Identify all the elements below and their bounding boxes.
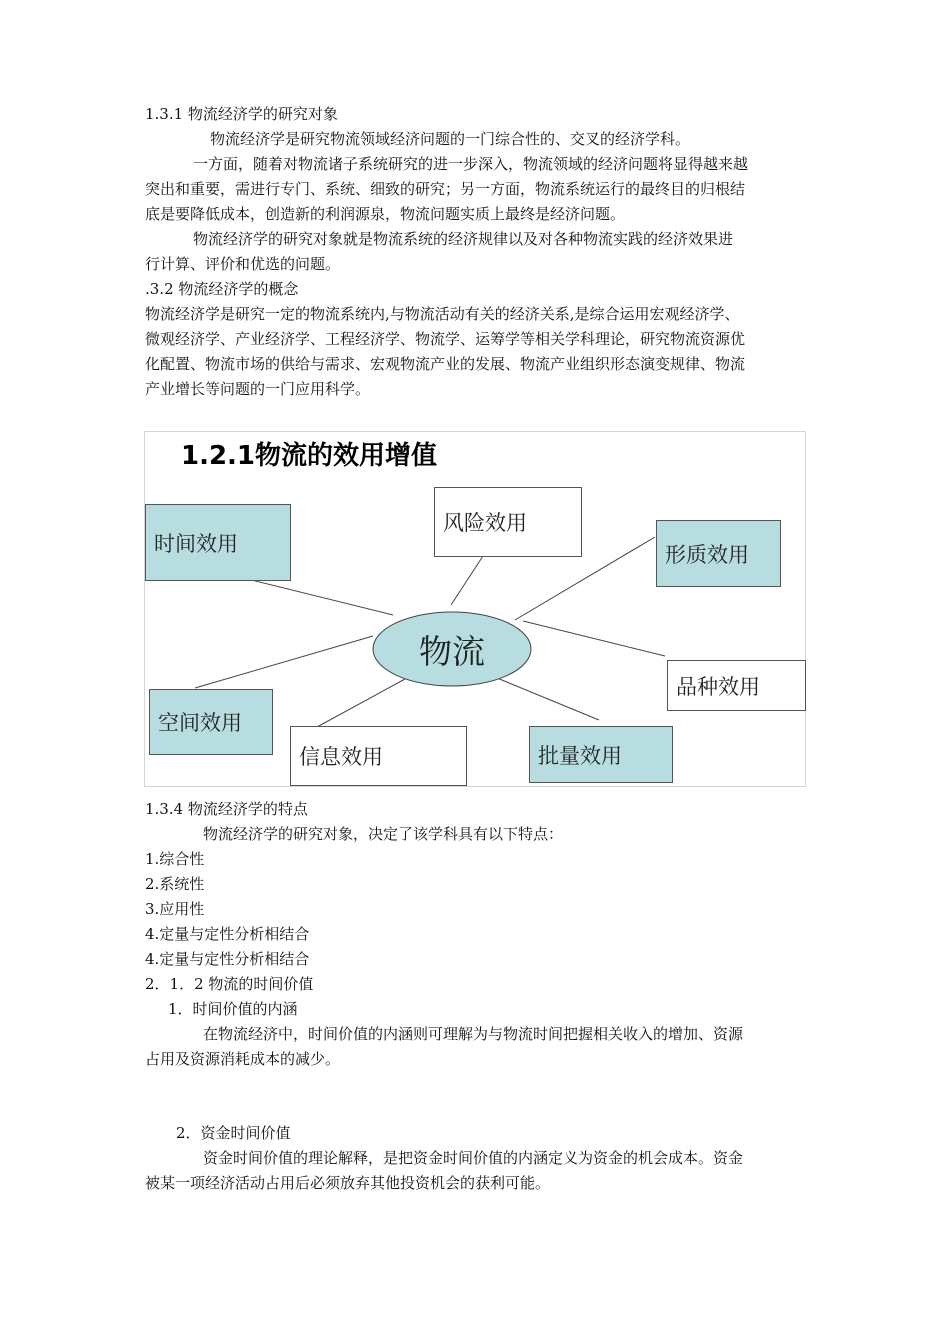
connector-variety [523,621,665,656]
subheading: 1．时间价值的内涵 [168,1000,298,1018]
paragraph-line: 占用及资源消耗成本的减少。 [145,1050,341,1068]
node-label: 批量效用 [538,743,622,768]
paragraph-line: 在物流经济中，时间价值的内涵则可理解为与物流时间把握相关收入的增加、资源 [203,1025,744,1043]
paragraph-line: 一方面，随着对物流诸子系统研究的进一步深入，物流领域的经济问题将显得越来越 [193,155,749,173]
paragraph-line: 物流经济学的研究对象，决定了该学科具有以下特点： [203,825,564,843]
list-item: 3.应用性 [145,900,205,918]
node-label: 空间效用 [158,711,242,735]
connector-space [195,636,373,688]
paragraph-line: 资金时间价值的理论解释，是把资金时间价值的内涵定义为资金的机会成本。资金 [203,1149,744,1167]
heading-2-1-2: 2．1．2 物流的时间价值 [145,975,314,993]
utility-diagram [144,431,806,787]
paragraph-line: 被某一项经济活动占用后必须放弃其他投资机会的获利可能。 [145,1174,551,1192]
heading-1-3-4: 1.3.4 物流经济学的特点 [145,800,308,818]
paragraph-line: 微观经济学、产业经济学、工程经济学、物流学、运筹学等相关学科理论，研究物流资源优 [145,330,746,348]
paragraph-line: 化配置、物流市场的供给与需求、宏观物流产业的发展、物流产业组织形态演变规律、物流 [145,355,746,373]
paragraph-line: 物流经济学是研究一定的物流系统内,与物流活动有关的经济关系,是综合运用宏观经济学、 [145,305,740,323]
subheading: 2．资金时间价值 [176,1124,291,1142]
node-info-utility [290,726,467,786]
heading-1-3-1: 1.3.1 物流经济学的研究对象 [145,105,338,123]
paragraph-line: 行计算、评价和优选的问题。 [145,255,341,273]
figure-title: 1.2.1物流的效用增值 [181,441,438,471]
list-item: 4.定量与定性分析相结合 [145,950,310,968]
list-item: 2.系统性 [145,875,205,893]
heading-1-3-2: .3.2 物流经济学的概念 [145,280,299,298]
node-batch-utility [529,726,673,783]
paragraph-line: 突出和重要，需进行专门、系统、细致的研究；另一方面，物流系统运行的最终目的归根结 [145,180,746,198]
list-item: 4.定量与定性分析相结合 [145,925,310,943]
node-risk-utility [434,487,582,557]
paragraph-line: 物流经济学是研究物流领域经济问题的一门综合性的、交叉的经济学科。 [210,130,691,148]
paragraph-line: 物流经济学的研究对象就是物流系统的经济规律以及对各种物流实践的经济效果进 [193,230,734,248]
center-label: 物流 [419,631,485,671]
connector-info [317,679,405,727]
center-node-logistics [373,612,531,686]
node-space-utility [149,689,273,755]
node-label: 品种效用 [676,674,760,699]
node-label: 风险效用 [443,511,527,535]
node-variety-utility [667,660,806,711]
paragraph-line: 底是要降低成本，创造新的利润源泉，物流问题实质上最终是经济问题。 [145,205,626,223]
node-label: 形质效用 [665,542,749,567]
node-time-utility [145,504,291,581]
paragraph-line: 产业增长等问题的一门应用科学。 [145,380,371,398]
connector-risk [451,556,483,605]
list-item: 1.综合性 [145,850,205,868]
node-form-utility [656,520,781,587]
node-label: 信息效用 [299,745,383,769]
node-label: 时间效用 [154,531,238,556]
